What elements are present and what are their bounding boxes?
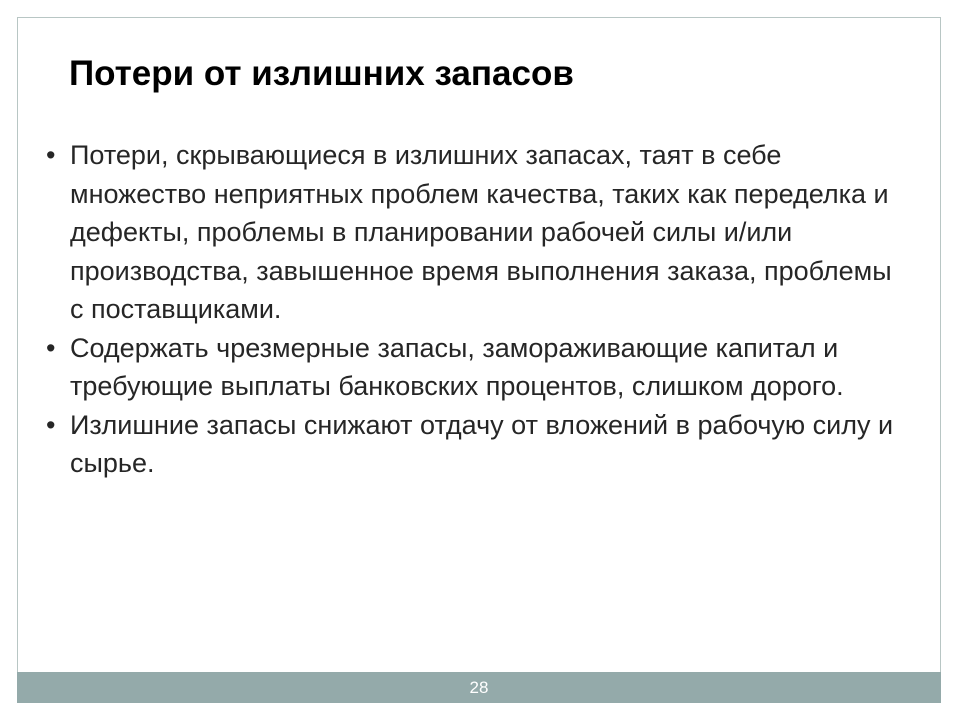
- bullet-item-2: [46, 329, 896, 406]
- footer-bar: [17, 672, 941, 703]
- page-number: 28: [469, 678, 489, 697]
- bullet-text-1: Потери, скрывающиеся в излишних запасах, таят в себе множество неприятных проблем качества, таких как переделка и дефекты, проблемы в планировании рабочей силы и/или производства, завышенное время выполнения заказа, проблемы с поставщиками.: [70, 140, 892, 324]
- bullet-dot-icon: •: [46, 140, 56, 170]
- bullet-list: [46, 136, 896, 483]
- bullet-text-2: Содержать чрезмерные запасы, замораживающие капитал и требующие выплаты банковских процентов, слишком дорого.: [70, 332, 844, 401]
- bullet-item-1: [46, 136, 896, 329]
- bullet-text-3: Излишние запасы снижают отдачу от вложений в рабочую силу и сырье.: [70, 409, 894, 478]
- bullet-dot-icon: •: [46, 332, 56, 363]
- bullet-dot-icon: •: [46, 409, 56, 440]
- slide-title: Потери от излишних запасов: [69, 54, 574, 93]
- bullet-item-3: [46, 406, 896, 483]
